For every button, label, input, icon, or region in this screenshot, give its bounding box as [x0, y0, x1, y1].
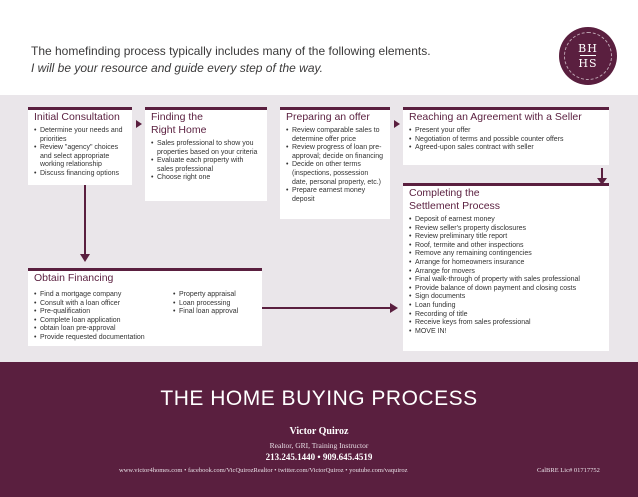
step-title-line-2: Settlement Process — [409, 200, 501, 212]
card-accent — [145, 107, 267, 110]
list-item: • Sign documents — [409, 293, 603, 302]
step-list — [151, 140, 261, 183]
step-list-right — [173, 291, 261, 317]
card-accent — [28, 268, 262, 271]
step-title: Obtain Financing — [34, 272, 114, 284]
agent-links: www.victor4homes.com • facebook.com/VicQuirozRealtor • twitter.com/VictorQuiroz • youtube.com/vaquiroz — [119, 467, 408, 474]
step-list-left — [34, 291, 169, 343]
logo-ring — [564, 32, 612, 80]
step-list — [34, 127, 126, 179]
list-item: • Find a mortgage company — [34, 291, 169, 300]
logo-text-bottom: HS — [578, 57, 598, 70]
list-item: • Decide on other terms (inspections, possession date, personal property, etc.) — [286, 161, 384, 187]
step-completing-settlement — [403, 183, 609, 351]
card-accent — [28, 107, 132, 110]
agent-phones: 213.245.1440 • 909.645.4519 — [265, 452, 373, 462]
list-item: • Deposit of earnest money — [409, 216, 603, 225]
list-item: • Discuss financing options — [34, 170, 126, 179]
card-accent — [403, 107, 609, 110]
list-item: • Review preliminary title report — [409, 233, 603, 242]
list-item: • Remove any remaining contingencies — [409, 250, 603, 259]
step-title-line-1: Completing the — [409, 187, 480, 199]
list-item: • MOVE IN! — [409, 328, 603, 337]
step-title-line-1: Finding the — [151, 111, 203, 123]
logo-text-top: BH — [578, 42, 598, 55]
list-item: • Determine your needs and priorities — [34, 127, 126, 144]
step-title: Preparing an offer — [286, 111, 370, 123]
step-preparing-offer — [280, 107, 390, 219]
list-item: • Arrange for movers — [409, 268, 603, 277]
step-title-line-2: Right Home — [151, 124, 207, 136]
list-item: • Prepare earnest money deposit — [286, 187, 384, 204]
list-item: • Review progress of loan pre-approval; decide on financing — [286, 144, 384, 161]
list-item: • Provide requested documentation — [34, 334, 169, 343]
step-title: Initial Consultation — [34, 111, 120, 123]
list-item: • Receive keys from sales professional — [409, 319, 603, 328]
logo-divider — [580, 55, 596, 56]
list-item: • Review seller's property disclosures — [409, 225, 603, 234]
list-item: • Review "agency" choices and select appropriate working relationship — [34, 144, 126, 170]
license-number: CalBRE Lic# 01717752 — [537, 467, 600, 474]
list-item: • Loan processing — [173, 300, 261, 309]
page-title: THE HOME BUYING PROCESS — [160, 387, 478, 410]
list-item: • Negotiation of terms and possible counter offers — [409, 136, 603, 145]
list-item: • Sales professional to show you properties based on your criteria — [151, 140, 261, 157]
agent-role: Realtor, GRI, Training Instructor — [269, 441, 369, 450]
step-list — [286, 127, 384, 204]
list-item: • Recording of title — [409, 311, 603, 320]
step-finding-home — [145, 107, 267, 201]
brokerage-logo — [559, 27, 617, 85]
list-item: • Agreed-upon sales contract with seller — [409, 144, 603, 153]
list-item: • Choose right one — [151, 174, 261, 183]
list-item: • Present your offer — [409, 127, 603, 136]
step-list — [409, 216, 603, 336]
list-item: • Review comparable sales to determine offer price — [286, 127, 384, 144]
list-item: • Final walk-through of property with sales professional — [409, 276, 603, 285]
list-item: • obtain loan pre-approval — [34, 325, 169, 334]
intro-line-1: The homefinding process typically includes many of the following elements. — [31, 44, 431, 58]
list-item: • Roof, termite and other inspections — [409, 242, 603, 251]
card-accent — [403, 183, 609, 186]
step-initial-consultation — [28, 107, 132, 185]
agent-name: Victor Quiroz — [289, 426, 349, 437]
intro-line-2: I will be your resource and guide every step of the way. — [31, 61, 323, 75]
list-item: • Consult with a loan officer — [34, 300, 169, 309]
step-list — [409, 127, 603, 153]
list-item: • Pre-qualification — [34, 308, 169, 317]
list-item: • Loan funding — [409, 302, 603, 311]
step-reaching-agreement — [403, 107, 609, 165]
list-item: • Property appraisal — [173, 291, 261, 300]
list-item: • Evaluate each property with sales professional — [151, 157, 261, 174]
list-item: • Provide balance of down payment and closing costs — [409, 285, 603, 294]
card-accent — [280, 107, 390, 110]
list-item: • Arrange for homeowners insurance — [409, 259, 603, 268]
list-item: • Complete loan application — [34, 317, 169, 326]
list-item: • Final loan approval — [173, 308, 261, 317]
step-obtain-financing — [28, 268, 262, 346]
step-title: Reaching an Agreement with a Seller — [409, 111, 582, 123]
